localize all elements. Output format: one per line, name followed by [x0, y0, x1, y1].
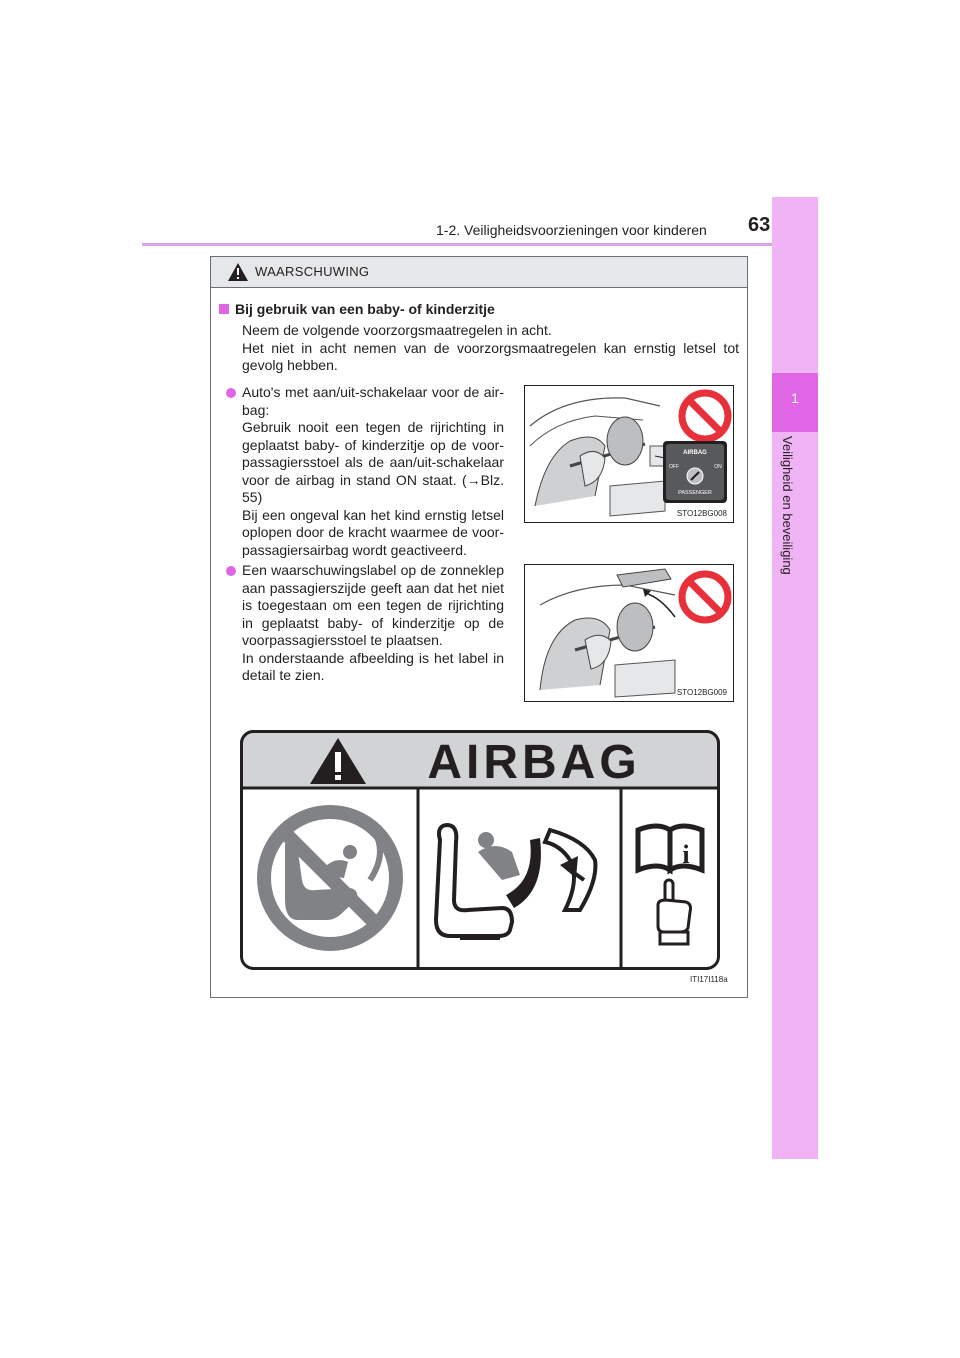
- round-bullet-icon: [226, 566, 236, 576]
- round-bullet-icon: [226, 388, 236, 398]
- header-divider: [142, 243, 818, 246]
- svg-text:AIRBAG: AIRBAG: [683, 450, 707, 456]
- svg-text:i: i: [682, 840, 690, 869]
- bullet-item: [226, 562, 504, 685]
- section-heading: Bij gebruik van een baby- of kinderzitje: [219, 301, 495, 317]
- chapter-label: Veiligheid en beveiliging: [780, 436, 795, 575]
- square-bullet-icon: [219, 304, 229, 314]
- chapter-side-tab: [772, 197, 818, 1159]
- bullet-item: [226, 384, 504, 559]
- dashboard-illustration: [525, 386, 733, 522]
- warning-title: WAARSCHUWING: [255, 264, 370, 279]
- image-code: STO12BG008: [676, 509, 727, 518]
- warning-header: [211, 257, 747, 288]
- header-title: 1-2. Veiligheidsvoorzieningen voor kinderen: [436, 222, 707, 238]
- label-image-code: ITI17I118a: [690, 975, 728, 984]
- illustration-sun-visor: [524, 564, 734, 702]
- airbag-label-text: AIRBAG: [427, 736, 641, 789]
- image-code: STO12BG009: [676, 688, 727, 697]
- manual-info-icon: [638, 826, 702, 870]
- page-number: 63: [748, 214, 771, 236]
- svg-text:ON: ON: [714, 464, 722, 470]
- illustration-airbag-switch: [524, 385, 734, 523]
- warning-triangle-icon: [227, 262, 249, 282]
- intro-text: Neem de volgende voorzorgsmaatregelen in acht. Het niet in acht nemen van de voorzorgsmaatregelen kan ernstig letsel tot gevolg hebben.: [242, 322, 739, 373]
- sun-visor-illustration: [525, 565, 733, 701]
- bullet-text: Auto's met aan/uit-schakelaar voor de air-bag: Gebruik nooit een tegen de rijrichting in geplaatst baby- of kinderzitje op de voor-passagiersstoel als de aan/uit-schakelaar voor de airbag in stand ON staat. (→Blz. 55) Bij een ongeval kan het kind ernstig letsel oplopen door de kracht waarmee de voor-passagiersairbag wordt geactiveerd.: [242, 384, 504, 558]
- svg-text:OFF: OFF: [669, 464, 679, 470]
- chapter-number: 1: [791, 390, 799, 406]
- bullet-text: Een waarschuwingslabel op de zonneklep aan passagierszijde geeft aan dat het niet is toegestaan om een tegen de rijrichting in geplaatst baby- of kinderzitje op de voorpassagiersstoel te plaatsen. In onderstaande afbeelding is het label in detail te zien.: [242, 562, 504, 683]
- airbag-warning-label: [240, 730, 720, 970]
- svg-text:PASSENGER: PASSENGER: [678, 490, 712, 496]
